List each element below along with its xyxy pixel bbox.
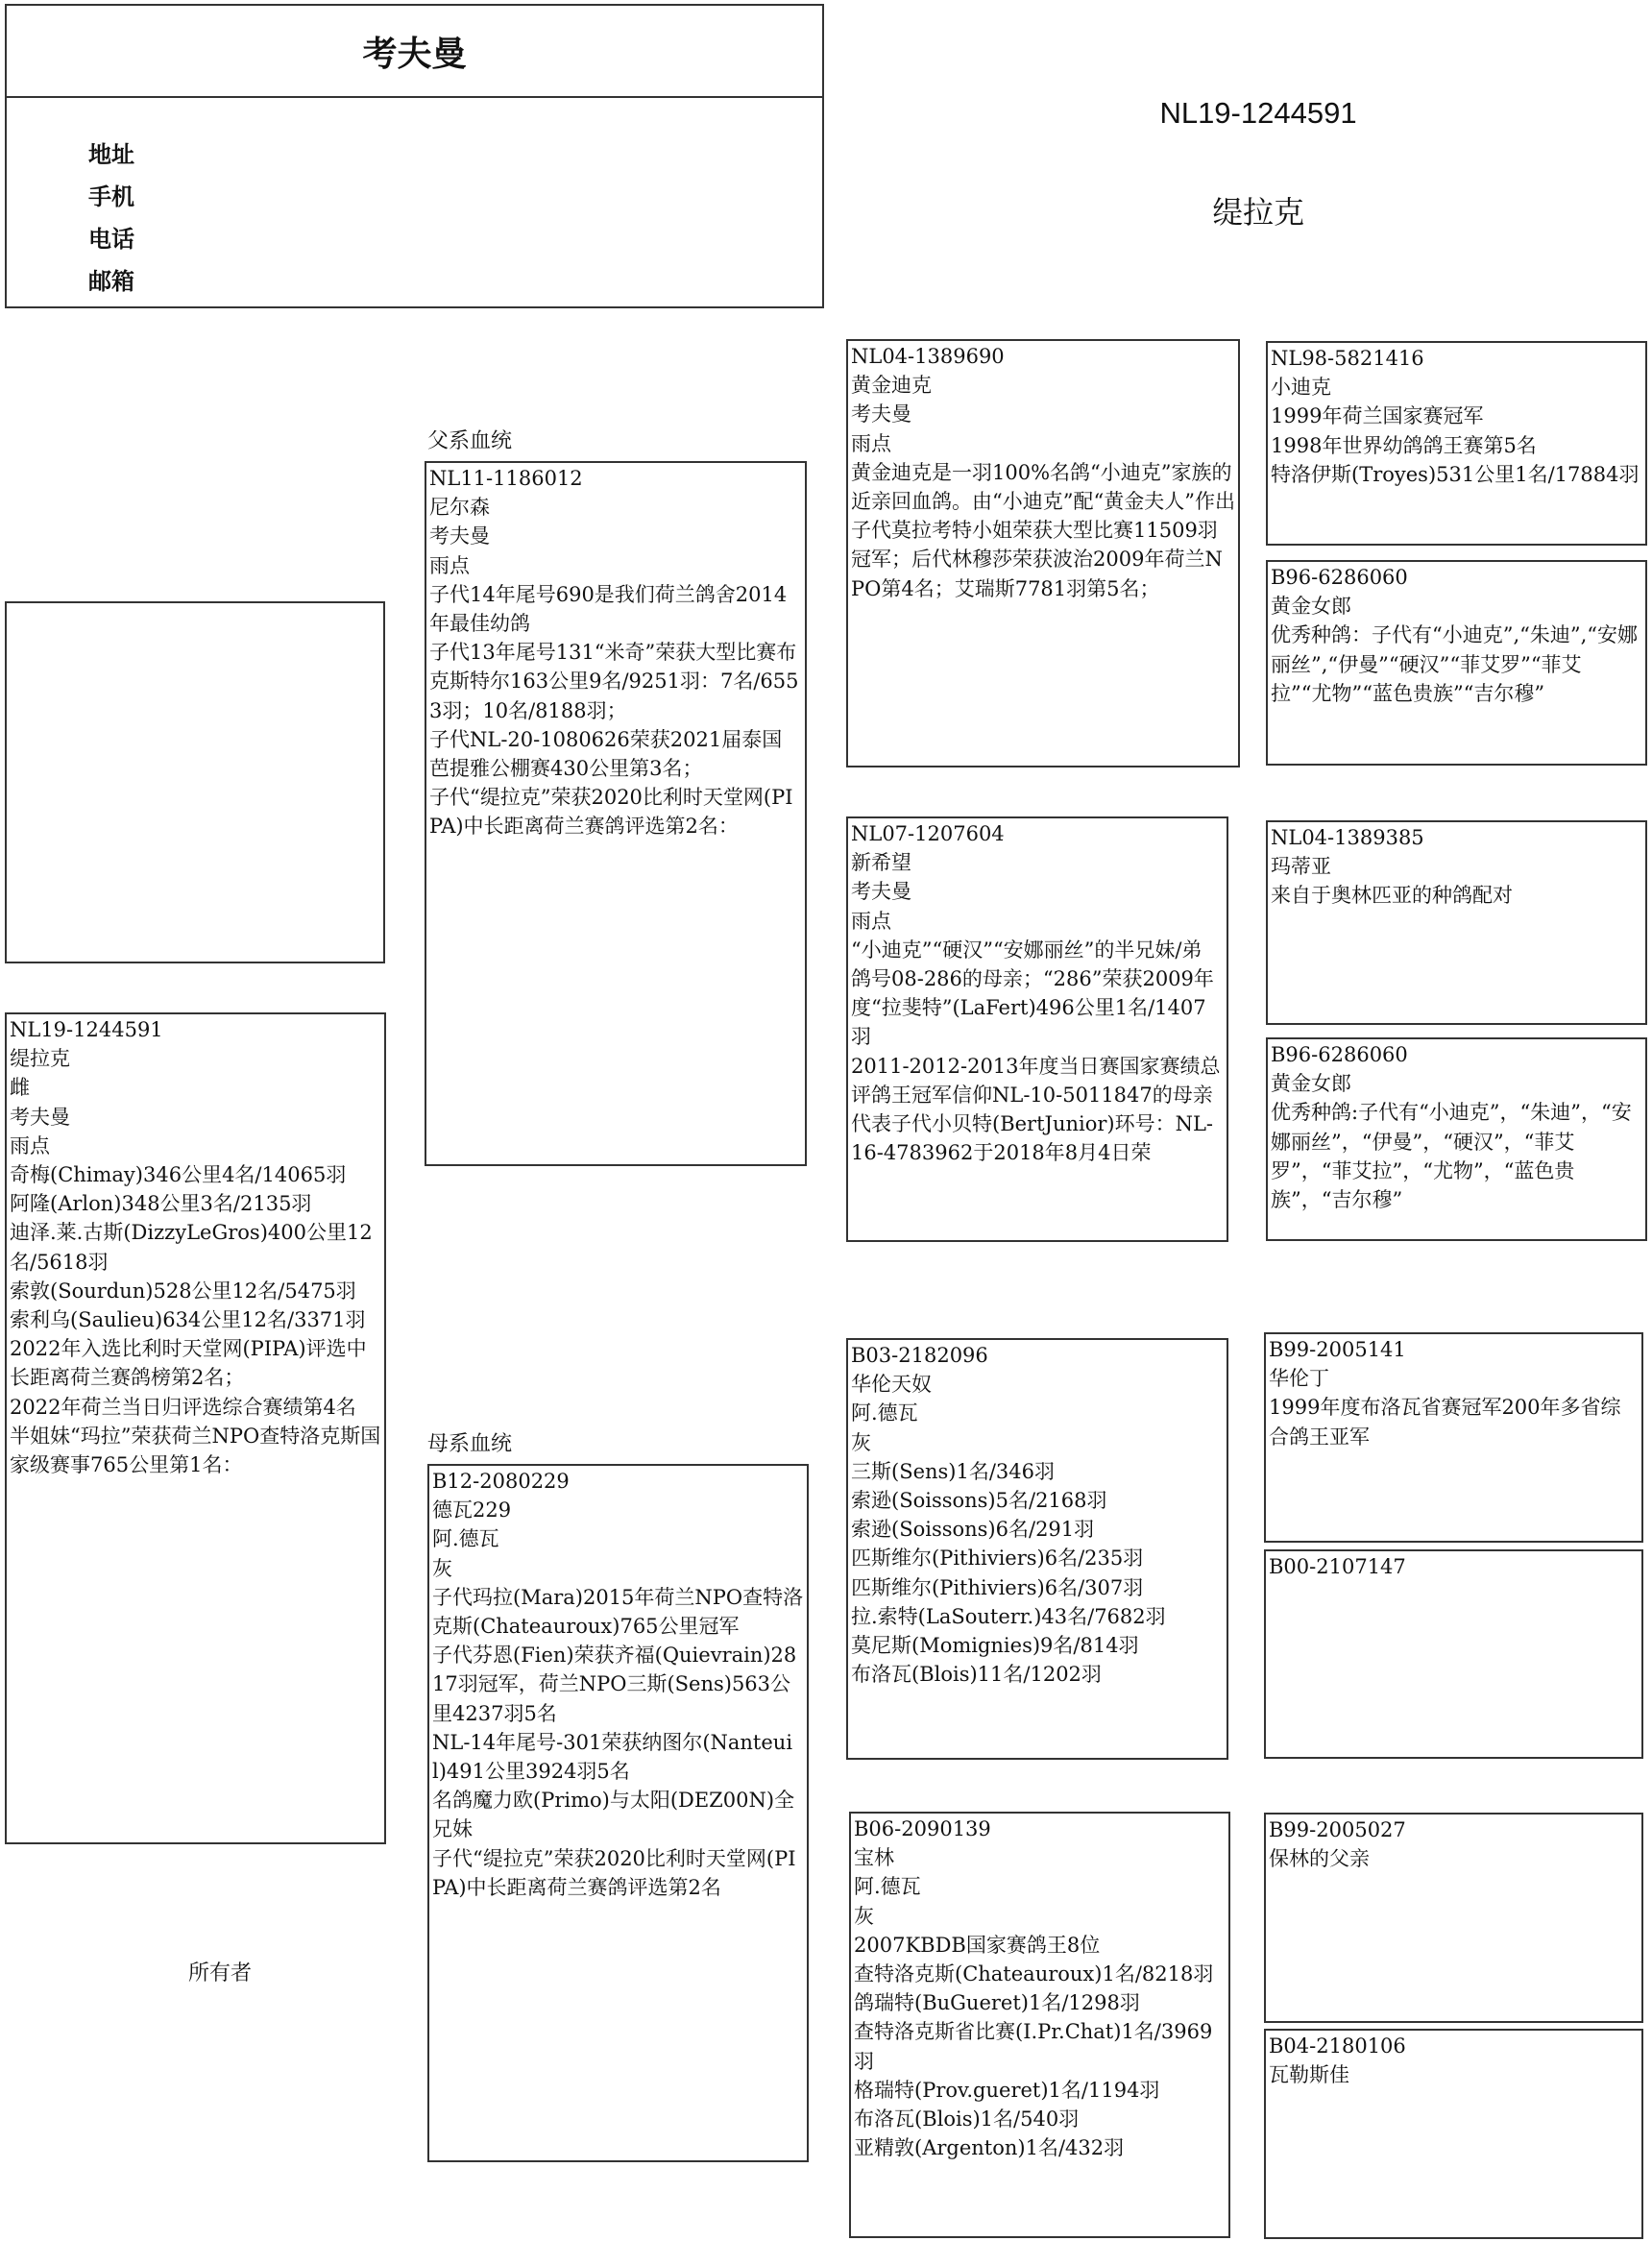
ring-number: NL11-1186012: [429, 467, 583, 490]
pedigree-line: 优秀种鸽:子代有“小迪克”，“朱迪”，“安娜丽丝”，“伊曼”，“硬汉”，“菲艾罗”，“菲艾拉”，“尤物”，“蓝色贵族”，“吉尔穆”: [1271, 1101, 1632, 1212]
ring-number: NL19-1244591: [10, 1018, 163, 1041]
ring-number: B04-2180106: [1269, 2034, 1406, 2058]
owner-label: 所有者: [188, 1961, 253, 1985]
pedigree-line: 子代13年尾号131“米奇”荣获大型比赛布克斯特尔163公里9名/9251羽：7名/6553羽；10名/8188羽；: [429, 641, 799, 722]
dds-card: [1264, 1813, 1643, 2023]
pedigree-line: “小迪克”“硬汉”“安娜丽丝”的半兄妹/弟: [851, 938, 1203, 962]
pedigree-line: 查特洛克斯省比赛(I.Pr.Chat)1名/3969羽: [854, 2020, 1213, 2073]
pedigree-line: 灰: [854, 1904, 874, 1928]
ring-number: B12-2080229: [432, 1470, 570, 1493]
pedigree-line: 布洛瓦(Blois)11名/1202羽: [851, 1663, 1102, 1687]
header-box: [5, 4, 824, 308]
pigeon-name: 黄金女郎: [1271, 595, 1351, 619]
pigeon-name: 尼尔森: [429, 496, 490, 520]
pigeon-name: 缇拉克: [1211, 194, 1304, 231]
pedigree-line: 名鸽魔力欧(Primo)与太阳(DEZ00N)全兄妹: [432, 1789, 795, 1841]
pedigree-line: 雨点: [429, 553, 470, 577]
pigeon-name: 黄金迪克: [851, 374, 932, 398]
ring-number: NL04-1389385: [1271, 826, 1424, 849]
address-label: 地址: [88, 141, 134, 168]
pigeon-name: 华伦天奴: [851, 1373, 932, 1397]
email-label: 邮箱: [88, 268, 134, 295]
pedigree-line: 鸽瑞特(BuGueret)1名/1298羽: [854, 1991, 1140, 2015]
dss-card: [1264, 1332, 1643, 1543]
pedigree-line: 匹斯维尔(Pithiviers)6名/235羽: [851, 1547, 1144, 1571]
pedigree-line: 雨点: [10, 1133, 50, 1157]
pedigree-line: 拉.索特(LaSouterr.)43名/7682羽: [851, 1604, 1166, 1628]
dam-card: [427, 1464, 809, 2162]
pedigree-line: 优秀种鸽：子代有“小迪克”,“朱迪”,“安娜丽丝”,“伊曼”“硬汉”“菲艾罗”“菲艾拉”“尤物”“蓝色贵族”“吉尔穆”: [1271, 623, 1639, 705]
pedigree-line: 灰: [851, 1430, 871, 1454]
pedigree-line: 2011-2012-2013年度当日赛国家赛绩总评鸽王冠军信仰NL-10-5011847的母亲: [851, 1054, 1221, 1107]
pedigree-line: 阿隆(Arlon)348公里3名/2135羽: [10, 1192, 312, 1216]
pedigree-line: 雨点: [851, 431, 891, 455]
pedigree-line: 2007KBDB国家赛鸽王8位: [854, 1933, 1101, 1957]
pedigree-line: 半姐妹“玛拉”荣获荷兰NPO查特洛克斯国家级赛事765公里第1名：: [10, 1424, 381, 1477]
pedigree-line: 子代14年尾号690是我们荷兰鸽舍2014年最佳幼鸽: [429, 582, 788, 636]
pedigree-line: 子代莫拉考特小姐荣获大型比赛11509羽冠军；后代林穆莎荣获波治2009年荷兰NPO第4名；艾瑞斯7781羽第5名；: [851, 519, 1223, 600]
pedigree-line: 1999年荷兰国家赛冠军: [1271, 404, 1484, 428]
pedigree-line: 1999年度布洛瓦省赛冠军200年多省综合鸽王亚军: [1269, 1396, 1621, 1449]
pedigree-line: 黄金迪克是一羽100%名鸽“小迪克”家族的近亲回血鸽。由“小迪克”配“黄金夫人”作出: [851, 460, 1235, 514]
pedigree-line: 灰: [432, 1556, 452, 1580]
pedigree-line: 2022年荷兰当日归评选综合赛绩第4名: [10, 1395, 356, 1419]
pedigree-line: 莫尼斯(Momignies)9名/814羽: [851, 1634, 1139, 1658]
dam-section-label: 母系血统: [427, 1432, 513, 1456]
pedigree-line: 考夫曼: [429, 524, 490, 548]
pigeon-name: 瓦勒斯佳: [1269, 2063, 1349, 2087]
pigeon-name: 宝林: [854, 1846, 894, 1870]
ring-number: B06-2090139: [854, 1817, 991, 1840]
header-divider: [7, 96, 822, 98]
sire-card: [425, 461, 807, 1166]
pedigree-line: 考夫曼: [851, 402, 911, 426]
pigeon-photo-frame: [5, 601, 385, 963]
pigeon-name: 德瓦229: [432, 1498, 512, 1522]
pigeon-name: 新希望: [851, 851, 911, 875]
pedigree-line: 雨点: [851, 909, 891, 933]
pedigree-line: 考夫曼: [851, 880, 911, 904]
sds-card: [1266, 820, 1647, 1025]
dam-dam-card: [849, 1812, 1230, 2238]
pedigree-line: 查特洛克斯(Chateauroux)1名/8218羽: [854, 1962, 1214, 1986]
pedigree-line: 考夫曼: [10, 1105, 70, 1129]
ssd-card: [1266, 560, 1647, 766]
pedigree-line: 奇梅(Chimay)346公里4名/14065羽: [10, 1163, 347, 1187]
pigeon-name: 保林的父亲: [1269, 1847, 1370, 1871]
pedigree-line: 2022年入选比利时天堂网(PIPA)评选中长距离荷兰赛鸽榜第2名；: [10, 1337, 367, 1390]
pedigree-line: 亚精敦(Argenton)1名/432羽: [854, 2136, 1125, 2160]
pedigree-line: 匹斯维尔(Pithiviers)6名/307羽: [851, 1575, 1144, 1599]
dam-sire-card: [846, 1338, 1228, 1760]
ring-number: NL07-1207604: [851, 822, 1005, 845]
pedigree-line: 阿.德瓦: [432, 1527, 499, 1551]
ddd-card: [1264, 2029, 1643, 2239]
pedigree-line: 雌: [10, 1076, 30, 1100]
ring-number: NL98-5821416: [1271, 347, 1424, 370]
sire-dam-card: [846, 816, 1228, 1242]
pedigree-line: NL-14年尾号-301荣获纳图尔(Nanteuil)491公里3924羽5名: [432, 1730, 793, 1784]
ring-number: B99-2005027: [1269, 1818, 1406, 1841]
pedigree-line: 1998年世界幼鸽鸽王赛第5名: [1271, 433, 1537, 457]
pigeon-name: 缇拉克: [10, 1047, 70, 1071]
pedigree-line: 子代“缇拉克”荣获2020比利时天堂网(PIPA)中长距离荷兰赛鸽评选第2名：: [429, 786, 793, 839]
pedigree-line: 索利乌(Saulieu)634公里12名/3371羽: [10, 1308, 366, 1332]
pigeon-name: 玛蒂亚: [1271, 855, 1331, 879]
pigeon-name: 小迪克: [1271, 376, 1331, 400]
pedigree-line: 阿.德瓦: [851, 1401, 918, 1425]
ring-number: B96-6286060: [1271, 1043, 1408, 1066]
contact-labels: [88, 134, 134, 303]
sire-section-label: 父系血统: [427, 429, 513, 453]
phone-label: 电话: [88, 226, 134, 253]
pedigree-line: 迪泽.莱.古斯(DizzyLeGros)400公里12名/5618羽: [10, 1221, 373, 1274]
sire-sire-card: [846, 339, 1240, 767]
subject-pigeon-card: [5, 1012, 386, 1844]
ring-number: B03-2182096: [851, 1344, 988, 1367]
pedigree-line: 代表子代小贝特(BertJunior)环号：NL-16-4783962于2018年8月4日荣: [851, 1112, 1214, 1165]
pigeon-name: 黄金女郎: [1271, 1072, 1351, 1096]
ring-number: B00-2107147: [1269, 1555, 1406, 1578]
ring-number: B99-2005141: [1269, 1338, 1406, 1361]
sss-card: [1266, 341, 1647, 546]
pedigree-line: 索逊(Soissons)5名/2168羽: [851, 1489, 1107, 1513]
mobile-label: 手机: [88, 183, 134, 210]
ring-number: NL04-1389690: [851, 345, 1005, 368]
pedigree-line: 索敦(Sourdun)528公里12名/5475羽: [10, 1279, 356, 1303]
ring-number: B96-6286060: [1271, 566, 1408, 589]
pedigree-line: 子代芬恩(Fien)荣获齐福(Quievrain)2817羽冠军，荷兰NPO三斯(Sens)563公里4237羽5名: [432, 1644, 797, 1725]
pigeon-ring-number: NL19-1244591: [1159, 96, 1357, 130]
sdd-card: [1266, 1037, 1647, 1241]
pedigree-line: 布洛瓦(Blois)1名/540羽: [854, 2107, 1080, 2131]
pedigree-line: 鸽号08-286的母亲；“286”荣获2009年度“拉斐特”(LaFert)496公里1名/1407羽: [851, 967, 1214, 1049]
pedigree-line: 子代玛拉(Mara)2015年荷兰NPO查特洛克斯(Chateauroux)765公里冠军: [432, 1585, 804, 1639]
pigeon-name: 华伦丁: [1269, 1367, 1329, 1391]
pedigree-line: 特洛伊斯(Troyes)531公里1名/17884羽: [1271, 462, 1640, 486]
pedigree-line: 来自于奥林匹亚的种鸽配对: [1271, 884, 1513, 908]
breeder-name: 考夫曼: [362, 35, 467, 74]
pedigree-line: 子代“缇拉克”荣获2020比利时天堂网(PIPA)中长距离荷兰赛鸽评选第2名: [432, 1846, 796, 1899]
pedigree-line: 子代NL-20-1080626荣获2021届泰国芭提雅公棚赛430公里第3名；: [429, 727, 783, 781]
pedigree-line: 格瑞特(Prov.gueret)1名/1194羽: [854, 2078, 1160, 2102]
pedigree-line: 索逊(Soissons)6名/291羽: [851, 1518, 1095, 1542]
dsd-card: [1264, 1549, 1643, 1759]
pedigree-line: 阿.德瓦: [854, 1875, 921, 1899]
pedigree-line: 三斯(Sens)1名/346羽: [851, 1459, 1056, 1483]
